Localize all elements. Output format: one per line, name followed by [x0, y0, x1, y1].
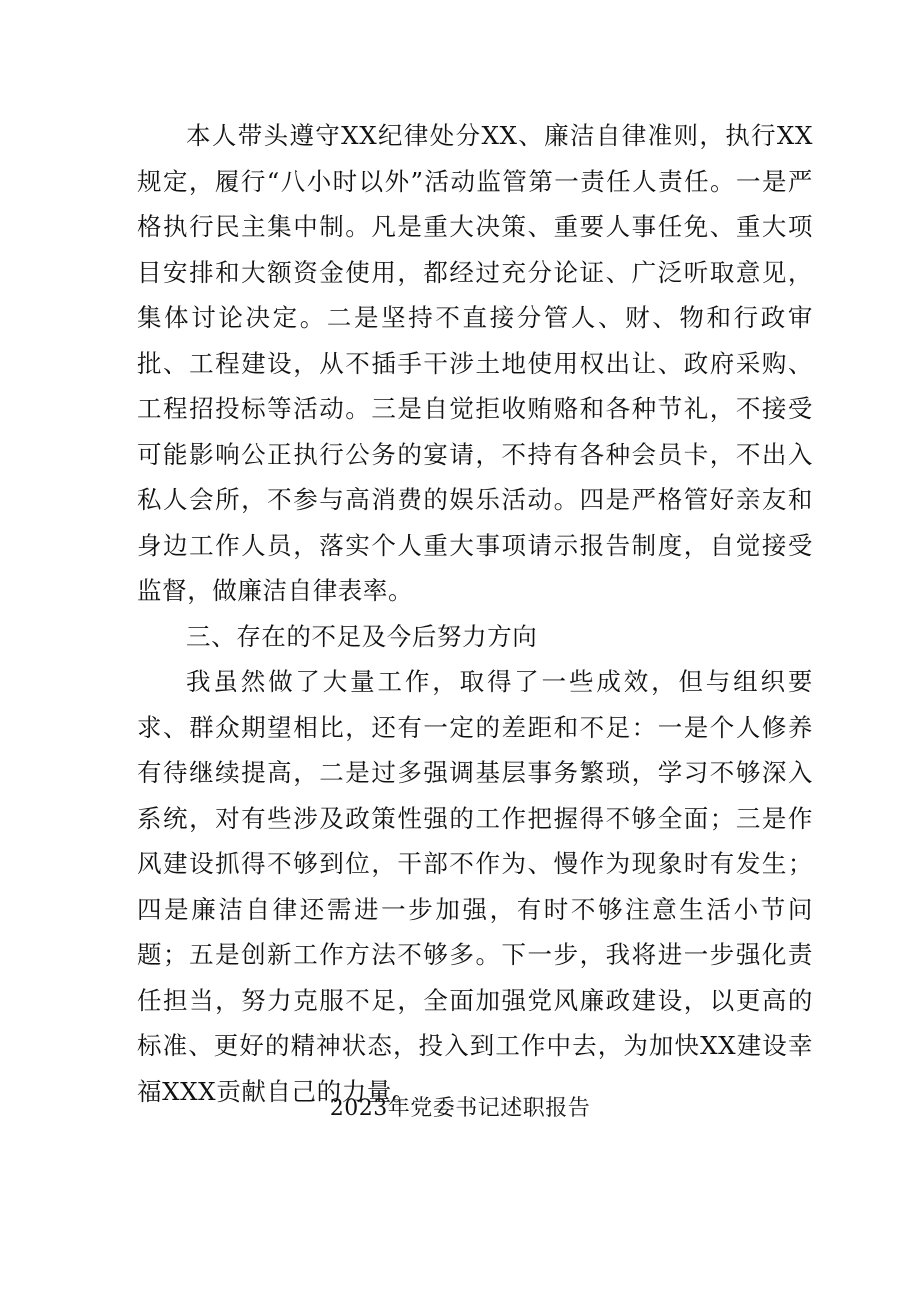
document-title: 2023年党委书记述职报告: [329, 1096, 591, 1121]
paragraph-discipline: 本人带头遵守XX纪律处分XX、廉洁自律准则，执行XX规定，履行“八小时以外”活动监管第一责任人责任。一是严格执行民主集中制。凡是重大决策、重要人事任免、重大项目安排和大额资金使用，都经过充分论证、广泛听取意见，集体讨论决定。二是坚持不直接分管人、财、物和行政审批、工程建设，从不插手干涉土地使用权出让、政府采购、工程招投标等活动。三是自觉拒收贿赂和各种节礼，不接受可能影响公正执行公务的宴请，不持有各种会员卡，不出入私人会所，不参与高消费的娱乐活动。四是严格管好亲友和身边工作人员，落实个人重大事项请示报告制度，自觉接受监督，做廉洁自律表率。: [137, 121, 813, 605]
paragraph-shortcomings: 我虽然做了大量工作，取得了一些成效，但与组织要求、群众期望相比，还有一定的差距和不足：一是个人修养有待继续提高，二是过多强调基层事务繁琐，学习不够深入系统，对有些涉及政策性强的工作把握得不够全面；三是作风建设抓得不够到位，干部不作为、慢作为现象时有发生；四是廉洁自律还需进一步加强，有时不够注意生活小节问题；五是创新工作方法不够多。下一步，我将进一步强化责任担当，努力克服不足，全面加强党风廉政建设，以更高的标准、更好的精神状态，投入到工作中去，为加快XX建设幸福XXX贡献自己的力量。: [137, 667, 813, 1106]
section-heading-shortcomings: 三、存在的不足及今后努力方向: [186, 621, 538, 651]
document-body: [137, 113, 813, 1114]
